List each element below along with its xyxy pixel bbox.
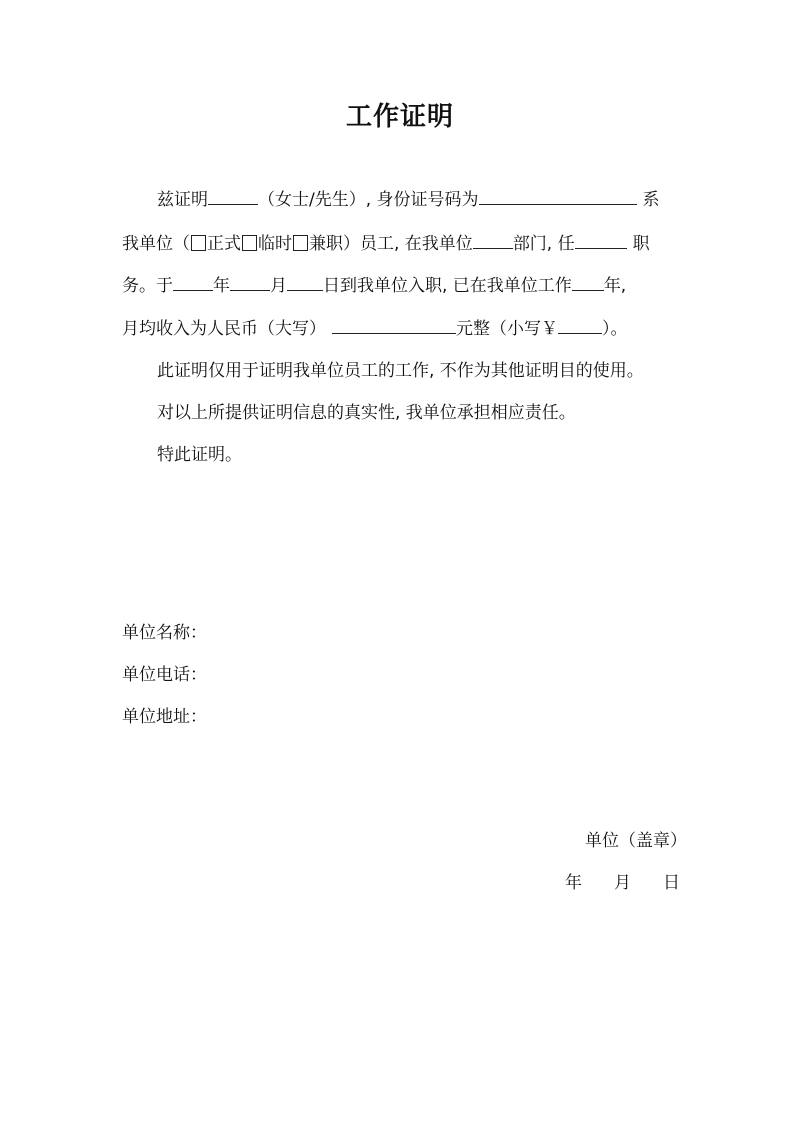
text-segment: 系	[642, 190, 660, 210]
date-year-label: 年	[565, 873, 582, 893]
text-segment: 职	[632, 234, 650, 254]
text-segment: 务。于	[122, 276, 173, 296]
paragraph-1-line-4	[122, 317, 628, 341]
position-blank	[575, 232, 627, 249]
unit-seal-label: 单位（盖章）	[585, 831, 687, 851]
income-number-blank	[558, 317, 602, 334]
text-segment: 兼职）员工, 在我单位	[309, 234, 473, 254]
document-title: 工作证明	[345, 102, 454, 132]
text-segment: 我单位（	[122, 234, 190, 254]
text-segment: 月	[270, 276, 287, 296]
income-words-blank	[332, 317, 456, 334]
department-blank	[473, 232, 513, 249]
text-segment: 月均收入为人民币（大写）	[122, 319, 326, 339]
unit-name-field: 单位名称：	[122, 623, 207, 643]
text-segment: 临时	[258, 234, 292, 254]
id-number-blank	[479, 188, 637, 205]
unit-address-field: 单位地址：	[122, 707, 207, 727]
checkbox-temporary	[242, 235, 257, 251]
date-day-label: 日	[663, 873, 680, 893]
entry-year-blank	[173, 274, 213, 291]
paragraph-3: 对以上所提供证明信息的真实性, 我单位承担相应责任。	[157, 403, 576, 423]
work-years-blank	[572, 274, 604, 291]
text-segment: 年,	[603, 276, 627, 296]
unit-phone-field: 单位电话：	[122, 665, 207, 685]
text-segment: 部门, 任	[512, 234, 575, 254]
entry-month-blank	[230, 274, 270, 291]
text-segment: （女士/先生）, 身份证号码为	[258, 190, 479, 210]
date-month-label: 月	[614, 873, 631, 893]
text-segment: 正式	[207, 234, 241, 254]
date-line	[565, 871, 680, 895]
paragraph-4: 特此证明。	[157, 445, 242, 465]
paragraph-1-line-1	[157, 188, 660, 212]
entry-day-blank	[287, 274, 323, 291]
name-blank	[208, 188, 258, 205]
text-segment: 年	[213, 276, 230, 296]
text-segment: 兹证明	[157, 190, 208, 210]
text-segment: 元整（小写￥	[456, 319, 558, 339]
paragraph-1-line-2	[122, 232, 650, 256]
checkbox-parttime	[293, 235, 308, 251]
paragraph-1-line-3	[122, 274, 626, 298]
paragraph-2: 此证明仅用于证明我单位员工的工作, 不作为其他证明目的使用。	[157, 361, 644, 381]
text-segment: ）。	[602, 319, 628, 339]
text-segment: 日到我单位入职, 已在我单位工作	[323, 276, 572, 296]
checkbox-fulltime	[191, 235, 206, 251]
